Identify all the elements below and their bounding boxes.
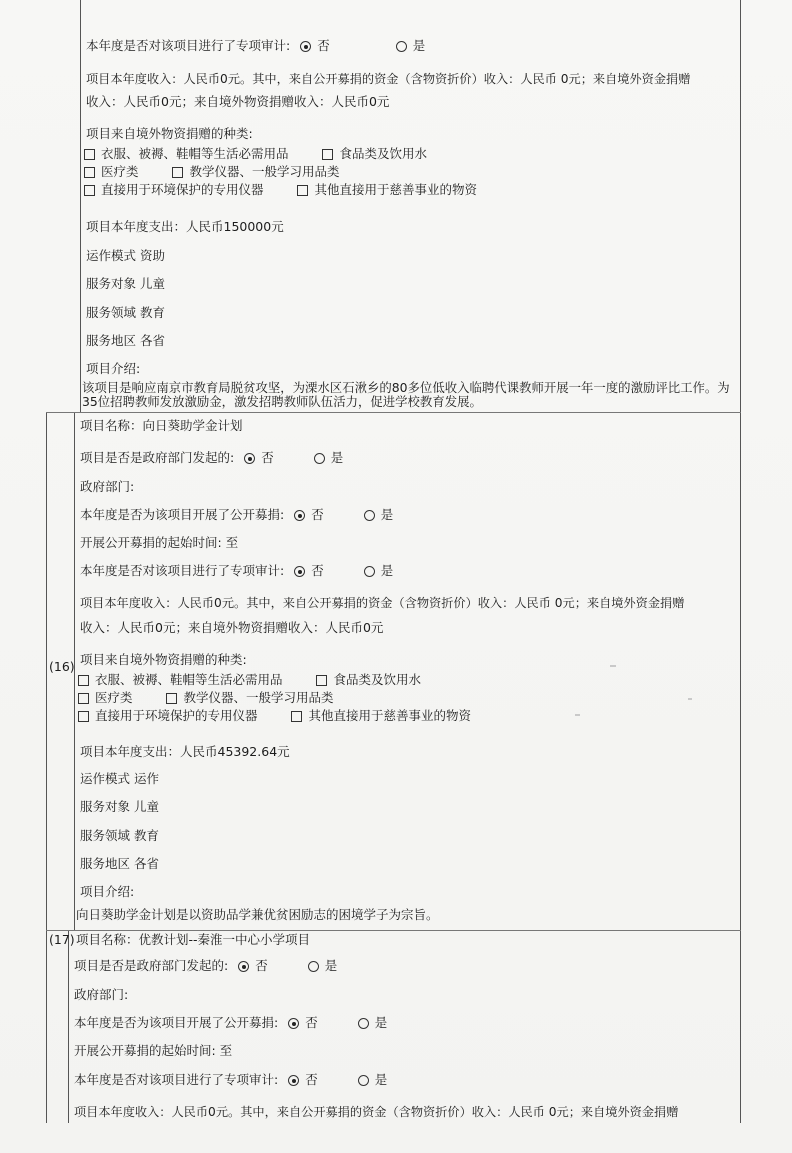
fundraise-time: 开展公开募捐的起始时间: 至 bbox=[80, 535, 239, 550]
radio-no[interactable] bbox=[300, 41, 311, 52]
radio-no-label: 否 bbox=[305, 1072, 318, 1087]
radio-yes-label: 是 bbox=[374, 1015, 388, 1030]
intro-text: 向日葵助学金计划是以资助品学兼优贫困励志的困境学子为宗旨。 bbox=[76, 907, 439, 922]
checkbox[interactable] bbox=[297, 185, 308, 196]
gov-question-label: 项目是否是政府部门发起的: bbox=[80, 450, 235, 465]
expense-line: 项目本年度支出：人民币45392.64元 bbox=[80, 744, 290, 759]
radio-yes-label: 是 bbox=[412, 38, 426, 53]
audit-question-row bbox=[74, 1072, 387, 1088]
gov-department: 政府部门: bbox=[80, 479, 135, 494]
expense-line: 项目本年度支出：人民币150000元 bbox=[86, 219, 284, 234]
radio-yes-label: 是 bbox=[380, 507, 394, 522]
operation-mode: 运作模式 资助 bbox=[86, 248, 165, 263]
donation-types-row-3 bbox=[78, 708, 471, 724]
table-right-border bbox=[740, 0, 741, 1123]
gov-question-label: 项目是否是政府部门发起的: bbox=[74, 958, 229, 973]
income-line-1: 项目本年度收入：人民币0元。其中，来自公开募捐的资金（含物资折价）收入：人民币 0元；来自境外资金捐赠 bbox=[74, 1105, 679, 1119]
donation-types-row-2 bbox=[84, 164, 340, 180]
checkbox-label: 直接用于环境保护的专用仪器 bbox=[95, 708, 258, 723]
intro-label: 项目介绍: bbox=[86, 361, 141, 376]
donation-types-label: 项目来自境外物资捐赠的种类: bbox=[80, 652, 247, 667]
fundraise-time: 开展公开募捐的起始时间: 至 bbox=[74, 1043, 233, 1058]
checkbox-label: 衣服、被褥、鞋帽等生活必需用品 bbox=[101, 146, 289, 161]
checkbox[interactable] bbox=[166, 693, 177, 704]
radio-no-label: 否 bbox=[255, 958, 268, 973]
radio-no[interactable] bbox=[294, 510, 305, 521]
table-left-border bbox=[68, 930, 69, 1123]
checkbox[interactable] bbox=[84, 149, 95, 160]
checkbox[interactable] bbox=[78, 675, 89, 686]
radio-no-label: 否 bbox=[311, 507, 324, 522]
income-line-1: 项目本年度收入：人民币0元。其中，来自公开募捐的资金（含物资折价）收入：人民币 0元；来自境外资金捐赠 bbox=[86, 72, 691, 86]
checkbox-label: 教学仪器、一般学习用品类 bbox=[183, 690, 334, 705]
checkbox-label: 其他直接用于慈善事业的物资 bbox=[308, 708, 471, 723]
scan-speck bbox=[610, 665, 616, 667]
service-region: 服务地区 各省 bbox=[80, 856, 159, 871]
radio-no[interactable] bbox=[288, 1075, 299, 1086]
checkbox[interactable] bbox=[291, 711, 302, 722]
intro-text: 该项目是响应南京市教育局脱贫攻坚，为溧水区石湫乡的80多位低收入临聘代课教师开展一年一度的激励评比工作。为35位招聘教师发放激励金，激发招聘教师队伍活力，促进学校教育发展。 bbox=[82, 380, 730, 409]
audit-question-label: 本年度是否对该项目进行了专项审计: bbox=[80, 563, 285, 578]
checkbox-label: 食品类及饮用水 bbox=[333, 672, 421, 687]
gov-question-row bbox=[74, 958, 337, 974]
checkbox-label: 医疗类 bbox=[95, 690, 133, 705]
project-name: 项目名称：向日葵助学金计划 bbox=[80, 418, 243, 433]
intro-label: 项目介绍: bbox=[80, 884, 135, 899]
donation-types-row-1 bbox=[84, 146, 427, 162]
radio-no[interactable] bbox=[238, 961, 249, 972]
radio-yes-label: 是 bbox=[330, 450, 344, 465]
gov-department: 政府部门: bbox=[74, 987, 129, 1002]
checkbox-label: 教学仪器、一般学习用品类 bbox=[189, 164, 340, 179]
income-line-2: 收入：人民币0元；来自境外物资捐赠收入：人民币0元 bbox=[80, 620, 384, 635]
row-divider bbox=[46, 930, 741, 931]
income-line-2: 收入：人民币0元；来自境外物资捐赠收入：人民币0元 bbox=[86, 94, 390, 109]
radio-yes[interactable] bbox=[358, 1018, 369, 1029]
item-number: (16) bbox=[49, 659, 75, 674]
service-region: 服务地区 各省 bbox=[86, 333, 165, 348]
audit-question-row bbox=[80, 563, 393, 579]
fundraise-question-row bbox=[74, 1015, 387, 1031]
fundraise-question-label: 本年度是否为该项目开展了公开募捐: bbox=[80, 507, 285, 522]
radio-yes[interactable] bbox=[308, 961, 319, 972]
audit-question-label: 本年度是否对该项目进行了专项审计: bbox=[86, 38, 291, 53]
gov-question-row bbox=[80, 450, 343, 466]
radio-yes-label: 是 bbox=[380, 563, 394, 578]
radio-yes-label: 是 bbox=[374, 1072, 388, 1087]
row-divider bbox=[46, 412, 741, 413]
checkbox-label: 衣服、被褥、鞋帽等生活必需用品 bbox=[95, 672, 283, 687]
audit-question-label: 本年度是否对该项目进行了专项审计: bbox=[74, 1072, 279, 1087]
income-line-1: 项目本年度收入：人民币0元。其中，来自公开募捐的资金（含物资折价）收入：人民币 0元；来自境外资金捐赠 bbox=[80, 596, 685, 610]
radio-yes[interactable] bbox=[396, 41, 407, 52]
radio-yes[interactable] bbox=[364, 510, 375, 521]
fundraise-question-label: 本年度是否为该项目开展了公开募捐: bbox=[74, 1015, 279, 1030]
checkbox-label: 其他直接用于慈善事业的物资 bbox=[314, 182, 477, 197]
donation-types-row-3 bbox=[84, 182, 477, 198]
donation-types-row-2 bbox=[78, 690, 334, 706]
operation-mode: 运作模式 运作 bbox=[80, 771, 159, 786]
audit-question-row bbox=[86, 38, 425, 54]
service-target: 服务对象 儿童 bbox=[86, 276, 165, 291]
checkbox[interactable] bbox=[316, 675, 327, 686]
checkbox-label: 直接用于环境保护的专用仪器 bbox=[101, 182, 264, 197]
radio-yes[interactable] bbox=[358, 1075, 369, 1086]
table-left-border bbox=[80, 0, 81, 412]
radio-yes[interactable] bbox=[314, 453, 325, 464]
checkbox[interactable] bbox=[78, 693, 89, 704]
number-column-border bbox=[46, 412, 47, 1123]
radio-no[interactable] bbox=[244, 453, 255, 464]
radio-no-label: 否 bbox=[305, 1015, 318, 1030]
checkbox[interactable] bbox=[84, 167, 95, 178]
scan-speck bbox=[575, 714, 580, 716]
checkbox[interactable] bbox=[84, 185, 95, 196]
radio-no-label: 否 bbox=[311, 563, 324, 578]
radio-no-label: 否 bbox=[261, 450, 274, 465]
service-target: 服务对象 儿童 bbox=[80, 799, 159, 814]
checkbox-label: 医疗类 bbox=[101, 164, 139, 179]
radio-no-label: 否 bbox=[317, 38, 330, 53]
project-name: 项目名称：优教计划--秦淮一中心小学项目 bbox=[76, 932, 311, 947]
checkbox[interactable] bbox=[78, 711, 89, 722]
checkbox[interactable] bbox=[172, 167, 183, 178]
checkbox[interactable] bbox=[322, 149, 333, 160]
radio-yes-label: 是 bbox=[324, 958, 338, 973]
item-number: (17) bbox=[49, 932, 75, 947]
service-field: 服务领域 教育 bbox=[80, 828, 159, 843]
donation-types-row-1 bbox=[78, 672, 421, 688]
donation-types-label: 项目来自境外物资捐赠的种类: bbox=[86, 126, 253, 141]
scan-speck bbox=[688, 698, 692, 700]
checkbox-label: 食品类及饮用水 bbox=[339, 146, 427, 161]
radio-yes[interactable] bbox=[364, 566, 375, 577]
radio-no[interactable] bbox=[294, 566, 305, 577]
radio-no[interactable] bbox=[288, 1018, 299, 1029]
fundraise-question-row bbox=[80, 507, 393, 523]
service-field: 服务领域 教育 bbox=[86, 305, 165, 320]
